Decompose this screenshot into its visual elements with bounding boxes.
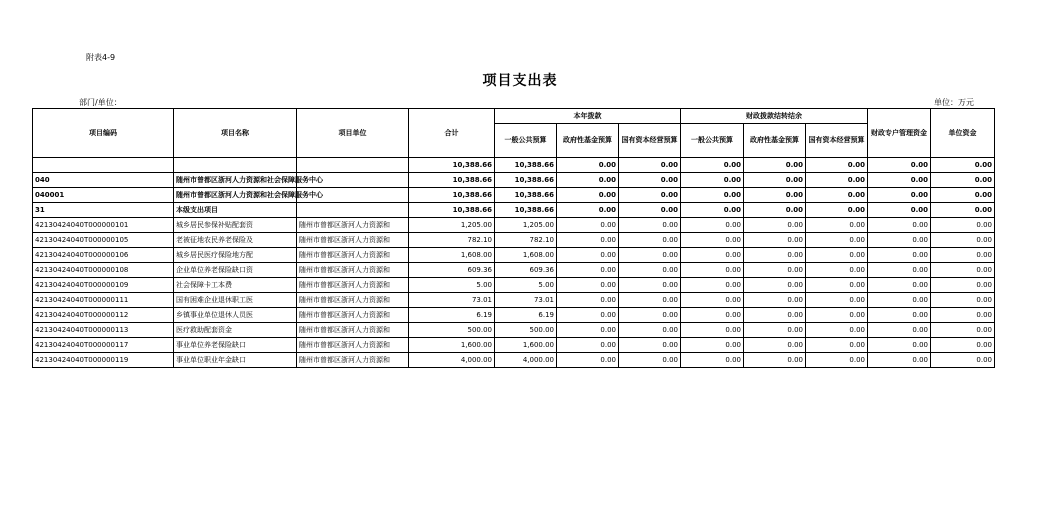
table-cell-g2: 0.00 xyxy=(681,158,744,173)
table-cell-g2: 0.00 xyxy=(681,203,744,218)
table-cell-s1: 0.00 xyxy=(619,218,681,233)
table-cell-g2: 0.00 xyxy=(681,338,744,353)
table-cell-f1: 0.00 xyxy=(557,233,619,248)
table-cell-f2: 0.00 xyxy=(744,263,806,278)
table-cell-total: 500.00 xyxy=(409,323,495,338)
table-cell-name: 随州市曾都区浙河人力资源和社会保障服务中心 xyxy=(174,188,297,203)
table-cell-code: 040 xyxy=(33,173,174,188)
table-cell-code: 42130424040T000000119 xyxy=(33,353,174,368)
table-cell-g1: 4,000.00 xyxy=(495,353,557,368)
table-cell-m: 0.00 xyxy=(868,263,931,278)
table-cell-g1: 10,388.66 xyxy=(495,188,557,203)
table-cell-name xyxy=(174,158,297,173)
table-cell-g1: 6.19 xyxy=(495,308,557,323)
table-cell-name: 企业单位养老保险缺口资 xyxy=(174,263,297,278)
table-cell-name: 城乡居民医疗保险地方配 xyxy=(174,248,297,263)
table-cell-s2: 0.00 xyxy=(806,293,868,308)
table-cell-total: 6.19 xyxy=(409,308,495,323)
table-cell-g1: 10,388.66 xyxy=(495,158,557,173)
table-cell-total: 1,608.00 xyxy=(409,248,495,263)
table-cell-f1: 0.00 xyxy=(557,203,619,218)
table-cell-f2: 0.00 xyxy=(744,353,806,368)
table-cell-f2: 0.00 xyxy=(744,233,806,248)
table-cell-s1: 0.00 xyxy=(619,263,681,278)
attachment-label: 附表4-9 xyxy=(86,53,116,62)
table-cell-u: 0.00 xyxy=(931,218,995,233)
table-cell-code: 42130424040T000000101 xyxy=(33,218,174,233)
table-cell-g2: 0.00 xyxy=(681,293,744,308)
table-cell-code: 42130424040T000000113 xyxy=(33,323,174,338)
table-cell-name: 乡镇事业单位退休人员医 xyxy=(174,308,297,323)
table-cell-f1: 0.00 xyxy=(557,158,619,173)
table-cell-m: 0.00 xyxy=(868,353,931,368)
table-cell-u: 0.00 xyxy=(931,248,995,263)
table-cell-name: 城乡居民参保补贴配套资 xyxy=(174,218,297,233)
table-cell-m: 0.00 xyxy=(868,338,931,353)
table-cell-m: 0.00 xyxy=(868,173,931,188)
table-cell-f2: 0.00 xyxy=(744,338,806,353)
table-cell-code: 42130424040T000000111 xyxy=(33,293,174,308)
table-row xyxy=(33,308,995,323)
table-cell-f1: 0.00 xyxy=(557,278,619,293)
table-cell-f2: 0.00 xyxy=(744,218,806,233)
table-cell-name: 老被征地农民养老保险及 xyxy=(174,233,297,248)
table-cell-f2: 0.00 xyxy=(744,293,806,308)
table-cell-s2: 0.00 xyxy=(806,218,868,233)
table-cell-f2: 0.00 xyxy=(744,248,806,263)
table-cell-m: 0.00 xyxy=(868,323,931,338)
table-cell-total: 1,600.00 xyxy=(409,338,495,353)
table-row xyxy=(33,158,995,173)
project-expenditure-table xyxy=(32,108,995,368)
col-total-header: 合计 xyxy=(409,109,495,158)
table-cell-total: 1,205.00 xyxy=(409,218,495,233)
table-cell-code: 42130424040T000000117 xyxy=(33,338,174,353)
table-cell-total: 10,388.66 xyxy=(409,188,495,203)
table-cell-f2: 0.00 xyxy=(744,323,806,338)
table-cell-unit xyxy=(297,203,409,218)
table-row xyxy=(33,338,995,353)
table-cell-s1: 0.00 xyxy=(619,158,681,173)
table-cell-g1: 73.01 xyxy=(495,293,557,308)
table-cell-f1: 0.00 xyxy=(557,173,619,188)
table-cell-g2: 0.00 xyxy=(681,278,744,293)
table-cell-s2: 0.00 xyxy=(806,263,868,278)
table-cell-total: 5.00 xyxy=(409,278,495,293)
table-cell-g1: 500.00 xyxy=(495,323,557,338)
table-cell-s2: 0.00 xyxy=(806,233,868,248)
unit-label: 单位：万元 xyxy=(934,98,974,107)
table-cell-s2: 0.00 xyxy=(806,353,868,368)
table-cell-f2: 0.00 xyxy=(744,173,806,188)
table-cell-code: 42130424040T000000112 xyxy=(33,308,174,323)
table-cell-g2: 0.00 xyxy=(681,173,744,188)
table-cell-f1: 0.00 xyxy=(557,218,619,233)
table-cell-f1: 0.00 xyxy=(557,353,619,368)
table-cell-f2: 0.00 xyxy=(744,203,806,218)
table-cell-m: 0.00 xyxy=(868,308,931,323)
table-cell-u: 0.00 xyxy=(931,353,995,368)
table-row xyxy=(33,323,995,338)
table-cell-u: 0.00 xyxy=(931,233,995,248)
table-cell-m: 0.00 xyxy=(868,248,931,263)
table-cell-s2: 0.00 xyxy=(806,308,868,323)
table-cell-f1: 0.00 xyxy=(557,188,619,203)
carryover-group-header: 财政拨款结转结余 xyxy=(681,109,868,124)
table-cell-g2: 0.00 xyxy=(681,263,744,278)
table-cell-u: 0.00 xyxy=(931,263,995,278)
table-cell-s1: 0.00 xyxy=(619,233,681,248)
col-name-header: 项目名称 xyxy=(174,109,297,158)
table-cell-g2: 0.00 xyxy=(681,353,744,368)
table-cell-u: 0.00 xyxy=(931,293,995,308)
table-cell-name: 国有困难企业退休职工医 xyxy=(174,293,297,308)
table-cell-u: 0.00 xyxy=(931,188,995,203)
col-unit-header: 项目单位 xyxy=(297,109,409,158)
table-cell-f1: 0.00 xyxy=(557,323,619,338)
table-cell-m: 0.00 xyxy=(868,233,931,248)
table-cell-g1: 10,388.66 xyxy=(495,173,557,188)
table-cell-f2: 0.00 xyxy=(744,188,806,203)
col-code-header: 项目编码 xyxy=(33,109,174,158)
table-cell-s1: 0.00 xyxy=(619,278,681,293)
table-cell-unit: 随州市曾都区浙河人力资源和 xyxy=(297,308,409,323)
table-cell-s2: 0.00 xyxy=(806,203,868,218)
table-cell-unit: 随州市曾都区浙河人力资源和 xyxy=(297,338,409,353)
table-cell-unit: 随州市曾都区浙河人力资源和 xyxy=(297,248,409,263)
table-row xyxy=(33,188,995,203)
table-cell-g2: 0.00 xyxy=(681,233,744,248)
col-gov-fund-carry-header: 政府性基金预算 xyxy=(744,124,806,158)
table-cell-total: 10,388.66 xyxy=(409,158,495,173)
table-cell-g1: 782.10 xyxy=(495,233,557,248)
table-cell-f2: 0.00 xyxy=(744,158,806,173)
table-cell-m: 0.00 xyxy=(868,158,931,173)
table-cell-code: 31 xyxy=(33,203,174,218)
table-cell-name: 本级支出项目 xyxy=(174,203,297,218)
table-cell-total: 782.10 xyxy=(409,233,495,248)
table-cell-total: 10,388.66 xyxy=(409,173,495,188)
table-cell-f1: 0.00 xyxy=(557,338,619,353)
table-cell-f1: 0.00 xyxy=(557,248,619,263)
table-cell-g2: 0.00 xyxy=(681,188,744,203)
table-cell-f1: 0.00 xyxy=(557,263,619,278)
table-cell-code: 42130424040T000000106 xyxy=(33,248,174,263)
table-cell-code: 42130424040T000000109 xyxy=(33,278,174,293)
table-cell-name: 事业单位养老保险缺口 xyxy=(174,338,297,353)
table-cell-m: 0.00 xyxy=(868,278,931,293)
table-cell-s1: 0.00 xyxy=(619,353,681,368)
table-row xyxy=(33,293,995,308)
table-cell-code: 040001 xyxy=(33,188,174,203)
table-cell-s1: 0.00 xyxy=(619,338,681,353)
table-cell-unit: 随州市曾都区浙河人力资源和 xyxy=(297,293,409,308)
table-cell-unit: 随州市曾都区浙河人力资源和 xyxy=(297,323,409,338)
table-cell-s2: 0.00 xyxy=(806,338,868,353)
table-cell-unit: 随州市曾都区浙河人力资源和 xyxy=(297,353,409,368)
col-state-capital-carry-header: 国有资本经营预算 xyxy=(806,124,868,158)
table-row xyxy=(33,248,995,263)
table-cell-total: 4,000.00 xyxy=(409,353,495,368)
table-cell-unit xyxy=(297,158,409,173)
table-cell-f2: 0.00 xyxy=(744,308,806,323)
col-state-capital-header: 国有资本经营预算 xyxy=(619,124,681,158)
table-cell-unit: 随州市曾都区浙河人力资源和 xyxy=(297,233,409,248)
table-cell-g1: 1,608.00 xyxy=(495,248,557,263)
table-cell-g1: 1,600.00 xyxy=(495,338,557,353)
col-unit-funds-header: 单位资金 xyxy=(931,109,995,158)
table-cell-f1: 0.00 xyxy=(557,293,619,308)
table-cell-s2: 0.00 xyxy=(806,173,868,188)
table-cell-s1: 0.00 xyxy=(619,203,681,218)
table-cell-m: 0.00 xyxy=(868,188,931,203)
table-cell-s2: 0.00 xyxy=(806,158,868,173)
table-cell-name: 社会保障卡工本费 xyxy=(174,278,297,293)
col-general-budget-header: 一般公共预算 xyxy=(495,124,557,158)
table-body xyxy=(33,158,995,368)
table-cell-s1: 0.00 xyxy=(619,293,681,308)
table-cell-f1: 0.00 xyxy=(557,308,619,323)
table-cell-name: 医疗救助配套资金 xyxy=(174,323,297,338)
table-cell-g2: 0.00 xyxy=(681,248,744,263)
table-cell-code xyxy=(33,158,174,173)
table-cell-name: 事业单位职业年金缺口 xyxy=(174,353,297,368)
table-cell-g1: 609.36 xyxy=(495,263,557,278)
table-row xyxy=(33,278,995,293)
header-row-1 xyxy=(33,109,995,124)
table-cell-m: 0.00 xyxy=(868,203,931,218)
page-title: 项目支出表 xyxy=(482,73,558,89)
table-cell-s1: 0.00 xyxy=(619,173,681,188)
table-cell-f2: 0.00 xyxy=(744,278,806,293)
table-cell-s1: 0.00 xyxy=(619,188,681,203)
table-cell-unit: 随州市曾都区浙河人力资源和 xyxy=(297,278,409,293)
table-cell-g2: 0.00 xyxy=(681,308,744,323)
table-cell-s1: 0.00 xyxy=(619,248,681,263)
current-year-group-header: 本年拨款 xyxy=(495,109,681,124)
table-cell-total: 10,388.66 xyxy=(409,203,495,218)
table-cell-g1: 1,205.00 xyxy=(495,218,557,233)
table-cell-g2: 0.00 xyxy=(681,323,744,338)
table-cell-s1: 0.00 xyxy=(619,323,681,338)
table-cell-u: 0.00 xyxy=(931,308,995,323)
table-cell-g1: 5.00 xyxy=(495,278,557,293)
table-cell-s2: 0.00 xyxy=(806,278,868,293)
table-row xyxy=(33,218,995,233)
col-general-budget-carry-header: 一般公共预算 xyxy=(681,124,744,158)
table-row xyxy=(33,263,995,278)
table-cell-s2: 0.00 xyxy=(806,248,868,263)
table-row xyxy=(33,233,995,248)
table-cell-u: 0.00 xyxy=(931,203,995,218)
table-cell-s1: 0.00 xyxy=(619,308,681,323)
table-cell-u: 0.00 xyxy=(931,158,995,173)
table-cell-code: 42130424040T000000105 xyxy=(33,233,174,248)
table-cell-u: 0.00 xyxy=(931,173,995,188)
table-row xyxy=(33,203,995,218)
table-cell-u: 0.00 xyxy=(931,323,995,338)
department-label: 部门/单位： xyxy=(79,98,122,107)
table-cell-m: 0.00 xyxy=(868,293,931,308)
table-cell-code: 42130424040T000000108 xyxy=(33,263,174,278)
table-cell-name: 随州市曾都区浙河人力资源和社会保障服务中心 xyxy=(174,173,297,188)
table-cell-u: 0.00 xyxy=(931,338,995,353)
table-cell-total: 73.01 xyxy=(409,293,495,308)
col-special-mgmt-header: 财政专户管理资金 xyxy=(868,109,931,158)
table-cell-g2: 0.00 xyxy=(681,218,744,233)
table-cell-s2: 0.00 xyxy=(806,323,868,338)
table-cell-unit: 随州市曾都区浙河人力资源和 xyxy=(297,263,409,278)
table-cell-u: 0.00 xyxy=(931,278,995,293)
table-cell-unit: 随州市曾都区浙河人力资源和 xyxy=(297,218,409,233)
table-row xyxy=(33,173,995,188)
col-gov-fund-header: 政府性基金预算 xyxy=(557,124,619,158)
table-cell-total: 609.36 xyxy=(409,263,495,278)
table-row xyxy=(33,353,995,368)
table-cell-m: 0.00 xyxy=(868,218,931,233)
table-cell-g1: 10,388.66 xyxy=(495,203,557,218)
table-cell-s2: 0.00 xyxy=(806,188,868,203)
